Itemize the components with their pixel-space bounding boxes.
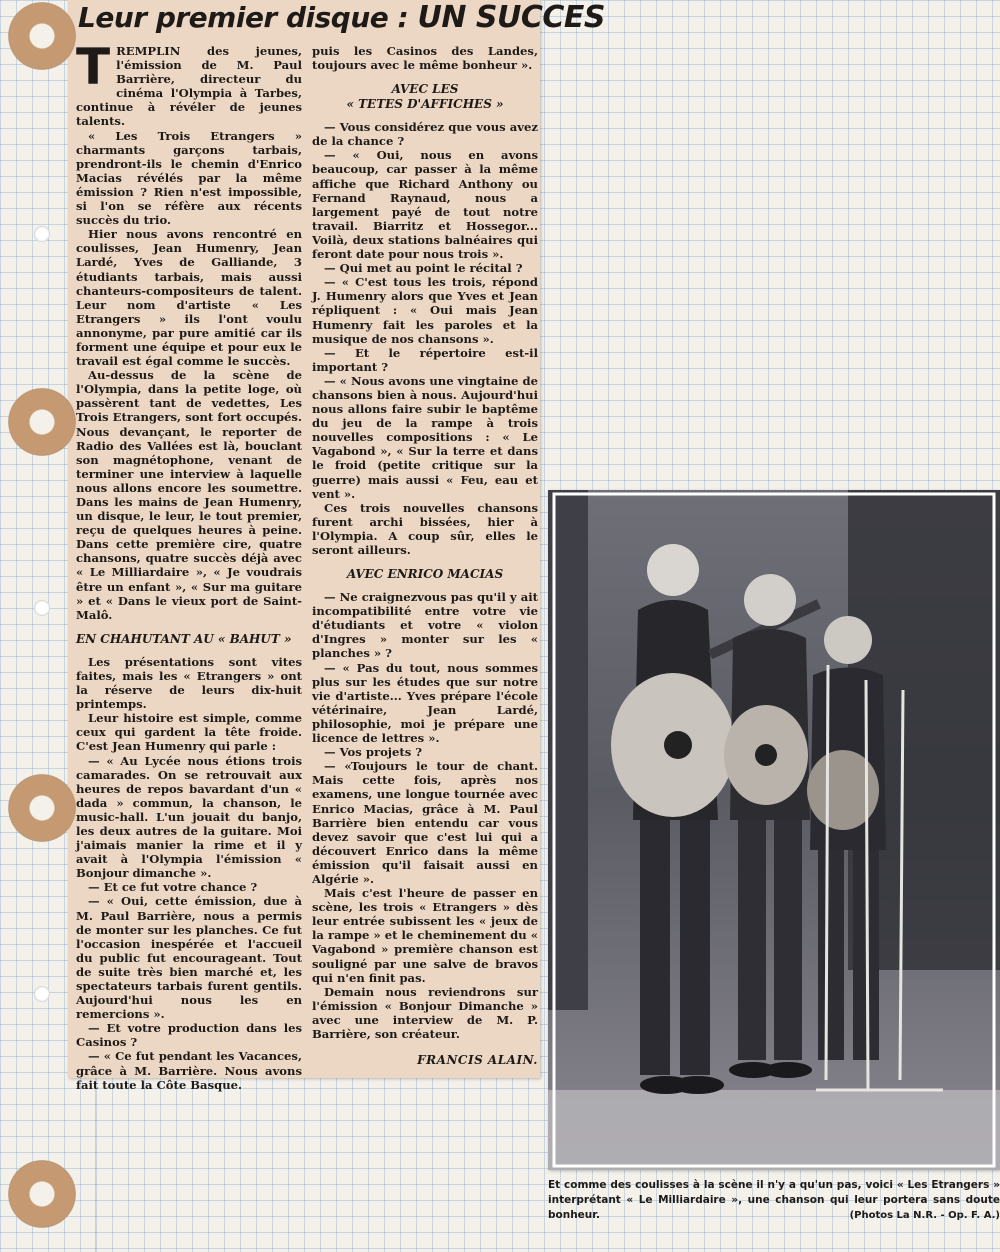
lead-paragraph: TREMPLIN des jeunes, l'émission de M. Paul Barrière, directeur du cinéma l'Olympia à Tarbes, continue à révéler de jeunes talents. — [76, 38, 302, 129]
caption-text: Et comme des coulisses à la scène il n'y a qu'un pas, voici « Les Etrangers » interprétant « Le Milliardaire », une chanson qui leur portera sans doute bonheur. — [548, 1179, 1000, 1221]
photo-caption — [548, 1178, 1000, 1240]
headline-text: Leur premier disque : — [78, 1, 418, 34]
article-column-2 — [312, 44, 538, 1067]
paragraph: Les présentations sont vites faites, mais les « Etrangers » ont la réserve de leurs dix-huit printemps. — [76, 654, 302, 712]
paragraph: Demain nous reviendrons sur l'émission « Bonjour Dimanche » avec une interview de M. P. Barrière, son créateur. — [312, 984, 538, 1041]
paragraph: Ces trois nouvelles chansons furent archi bissées, hier à l'Olympia. A coup sûr, elles le seront ailleurs. — [312, 500, 538, 557]
paragraph: — « C'est tous les trois, répond J. Humenry alors que Yves et Jean répliquent : « Oui mais Jean Humenry fait les paroles et la musique de nos chansons ». — [312, 275, 538, 346]
subheading-macias: AVEC ENRICO MACIAS — [346, 567, 504, 582]
paragraph: Au-dessus de la scène de l'Olympia, dans la petite loge, où passèrent tant de vedettes, Les Trois Etrangers, sont fort occupés. Nous devançant, le reporter de Radio des Vallées est là, bouclant son magnétophone, venant de terminer une interview à laquelle nous allons encore les soumettre. Dans les mains de Jean Humenry, un disque, le leur, le tout premier, reçu de quelques heures à peine. Dans cette première cire, quatre chansons, quatre succès déjà avec « Le Milliardaire », « Je voudrais être un enfant », « Sur ma guitare » et « Dans le vieux port de Saint-Malô. — [76, 368, 302, 622]
reinforcement-ring — [8, 388, 76, 456]
article-headline — [78, 0, 605, 44]
paragraph: « Les Trois Etrangers » charmants garçons tarbais, prendront-ils le chemin d'Enrico Macias révélés par la même émission ? Rien n'est impossible, si l'on se réfère aux récents succès du trio. — [76, 128, 302, 228]
subheading-bahut: EN CHAHUTANT AU « BAHUT » — [76, 631, 292, 646]
paragraph: — Qui met au point le récital ? — [324, 261, 523, 276]
paragraph: — Et le répertoire est-il important ? — [312, 345, 538, 374]
paragraph: puis les Casinos des Landes, toujours avec le même bonheur ». — [312, 44, 538, 73]
reinforcement-ring — [8, 2, 76, 70]
subheading-tetes-line1: AVEC LES — [391, 82, 459, 97]
paragraph: — « Nous avons une vingtaine de chansons bien à nous. Aujourd'hui nous allons faire subir le baptême du jeu de la rampe à trois nouvelles compositions : « Le Vagabond », « Sur la terre et dans le froid (petite critique sur la guerre) mais aussi « Feu, eau et vent ». — [312, 373, 538, 501]
paragraph: — Ne craignezvous pas qu'il y ait incompatibilité entre votre vie d'étudiants et votre « violon d'Ingres » monter sur les « planches » ? — [312, 590, 538, 661]
paragraph: — «Toujours le tour de chant. Mais cette fois, après nos examens, une longue tournée avec Enrico Macias, grâce à M. Paul Barrière bien entendu car vous devez savoir que c'est lui qui a découvert Enrico dans la même émission qu'il faisait aussi en Algérie ». — [312, 759, 538, 886]
paragraph: — Et ce fut votre chance ? — [88, 880, 258, 895]
article-column-1 — [76, 38, 302, 1092]
binder-hole — [34, 600, 50, 616]
drop-cap: T — [76, 38, 111, 96]
reinforcement-ring — [8, 1160, 76, 1228]
newspaper-clipping — [68, 0, 605, 1092]
paragraph: — Et votre production dans les Casinos ? — [76, 1021, 302, 1050]
paragraph: Hier nous avons rencontré en coulisses, Jean Humenry, Jean Lardé, Yves de Galliande, 3 étudiants tarbais, mais aussi chanteurs-compositeurs de talent. Leur nom d'artiste « Les Etrangers » ils l'ont voulu annonyme, par pure amitié car ils forment une équipe et pour eux le travail est égal comme le succès. — [76, 227, 302, 369]
binder-hole — [34, 226, 50, 242]
paragraph: — Vos projets ? — [324, 745, 423, 760]
subheading-tetes-line2: « TETES D'AFFICHES » — [346, 97, 504, 112]
paragraph: — « Oui, cette émission, due à M. Paul Barrière, nous a permis de monter sur les planches. Ce fut l'occasion inespérée et l'accueil du public fut encourageant. Tout de suite très bien marché et, les spectateurs tarbais furent gentils. Aujourd'hui nous les en remercions ». — [76, 894, 302, 1022]
paragraph: — « Oui, nous en avons beaucoup, car passer à la même affiche que Richard Anthony ou Fernand Raynaud, nous a largement payé de tout notre travail. Biarritz et Hossegor... Voilà, deux stations balnéaires qui feront date pour nous trois ». — [312, 148, 538, 262]
photo-credit: (Photos La N.R. - Op. F. A.) — [849, 1210, 1000, 1221]
paragraph: — « Au Lycée nous étions trois camarades. On se retrouvait aux heures de repos bavardant d'un « dada » commun, la chanson, le music-hall. L'un jouait du banjo, les deux autres de la guitare. Moi j'aimais manier la rime et il y avait à l'Olympia l'émission « Bonjour dimanche ». — [76, 753, 302, 881]
headline-emphasis: UN SUCCES — [417, 0, 605, 35]
binder-hole — [34, 986, 50, 1002]
reinforcement-ring — [8, 774, 76, 842]
band-photo — [548, 490, 1000, 1170]
paragraph: — « Pas du tout, nous sommes plus sur les études que sur notre vie d'artiste... Yves prépare l'école vétérinaire, Jean Lardé, philosophie, moi je prépare une licence de lettres ». — [312, 660, 538, 746]
paragraph: — Vous considérez que vous avez de la chance ? — [312, 120, 538, 149]
author-signature: FRANCIS ALAIN. — [417, 1053, 538, 1068]
photo-clipping — [548, 490, 1000, 1170]
paragraph: Leur histoire est simple, comme ceux qui gardent la tête froide. C'est Jean Humenry qui parle : — [76, 711, 302, 754]
paragraph: Mais c'est l'heure de passer en scène, les trois « Etrangers » dès leur entrée subissent les « jeux de la rampe » et le cheminement du « Vagabond » première chanson est souligné par une salve de bravos qui n'en finit pas. — [312, 886, 538, 985]
paragraph: — « Ce fut pendant les Vacances, grâce à M. Barrière. Nous avons fait toute la Côte Basque. — [76, 1049, 302, 1092]
